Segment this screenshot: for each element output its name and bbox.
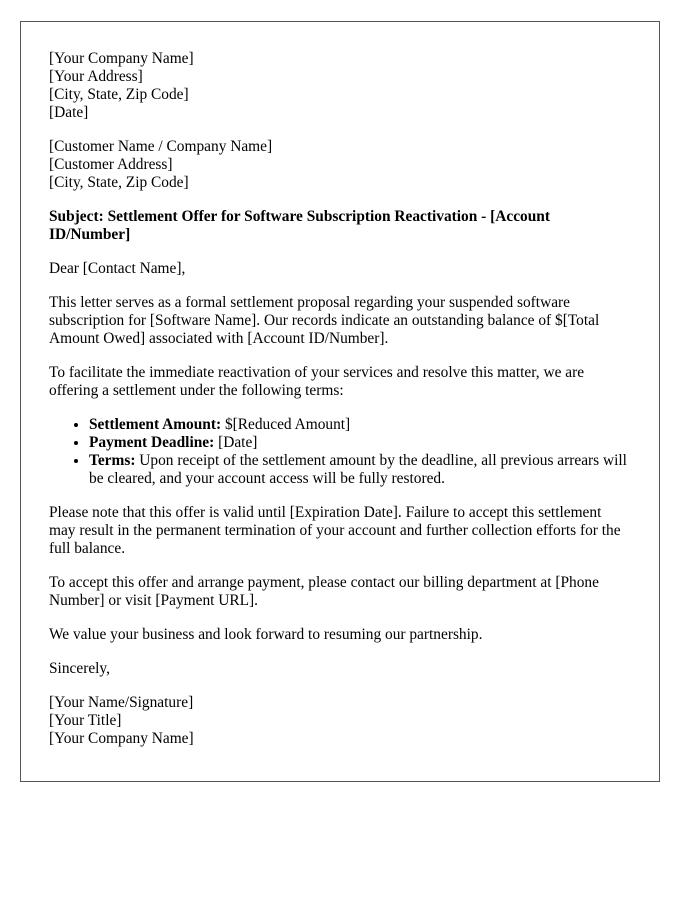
signoff: Sincerely, [49,660,110,677]
term-item-payment-deadline [89,434,631,452]
salutation: Dear [Contact Name], [49,260,186,277]
term-value: $[Reduced Amount] [221,416,351,433]
offer-paragraph: To facilitate the immediate reactivation of your services and resolve this matter, we are offering a settlement under the following terms: [49,364,585,399]
intro-paragraph: This letter serves as a formal settlement proposal regarding your suspended software subscription for [Software Name]. Our records indicate an outstanding balance of $[Total Amount Owed] associated with [Account ID/Number]. [49,294,600,347]
closing-note-paragraph: We value your business and look forward to resuming our partnership. [49,626,483,643]
term-label: Settlement Amount: [89,416,222,433]
sender-company-name: [Your Company Name] [49,50,194,67]
term-item-terms [89,452,631,488]
validity-paragraph: Please note that this offer is valid until [Expiration Date]. Failure to accept this settlement may result in the permanent termination of your account and further collection efforts for the full balance. [49,504,621,557]
subject-line: Subject: Settlement Offer for Software Subscription Reactivation - [Account ID/Number] [49,208,550,243]
sender-block [49,50,631,122]
signature-company: [Your Company Name] [49,730,194,747]
sender-city-state-zip: [City, State, Zip Code] [49,86,189,103]
signature-title: [Your Title] [49,712,122,729]
letter-date: [Date] [49,104,89,121]
settlement-terms-list [49,416,631,488]
term-label: Terms: [89,452,136,469]
recipient-block [49,138,631,192]
recipient-address: [Customer Address] [49,156,173,173]
letter-document [20,21,660,782]
recipient-city-state-zip: [City, State, Zip Code] [49,174,189,191]
term-value: Upon receipt of the settlement amount by the deadline, all previous arrears will be cleared, and your account access will be fully restored. [89,452,627,487]
term-value: [Date] [214,434,258,451]
signature-name: [Your Name/Signature] [49,694,194,711]
term-item-settlement-amount [89,416,631,434]
contact-paragraph: To accept this offer and arrange payment, please contact our billing department at [Phone Number] or visit [Payment URL]. [49,574,599,609]
signature-block [49,694,631,748]
recipient-name: [Customer Name / Company Name] [49,138,273,155]
sender-address: [Your Address] [49,68,143,85]
term-label: Payment Deadline: [89,434,215,451]
